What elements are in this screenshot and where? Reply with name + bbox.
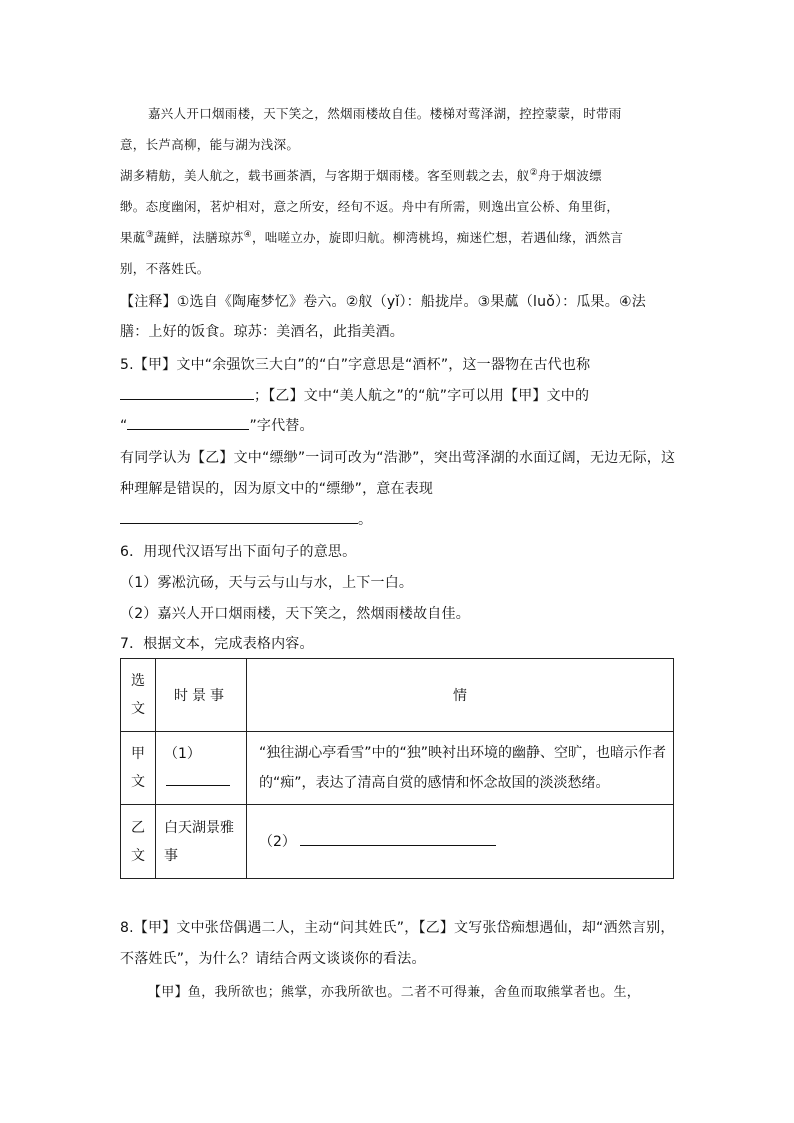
table-cell <box>156 659 247 732</box>
notes-text: 【注释】①选自《陶庵梦忆》卷六。②舣（yǐ）：船拢岸。③果蓏（luǒ）：瓜果。④法 <box>120 294 646 310</box>
passage-text: 别，不落姓氏。 <box>120 261 210 276</box>
answer-blank[interactable] <box>120 385 254 400</box>
question-text: 7．根据文本，完成表格内容。 <box>120 636 314 652</box>
passage-text: 果蓏 <box>120 230 146 245</box>
passage-text: 缈。态度幽闲，茗炉相对，意之所安，经旬不返。舟中有所需，则逸出宣公桥、角里街， <box>120 199 620 214</box>
cell-text: 甲 <box>131 746 145 762</box>
answer-blank[interactable] <box>127 415 249 430</box>
question-6-title <box>120 541 356 561</box>
question-5-line <box>120 478 433 498</box>
passage-line <box>120 166 602 184</box>
question-text: 不落姓氏”，为什么？请结合两文谈谈你的看法。 <box>120 951 426 967</box>
question-text: 6．用现代汉语写出下面句子的意思。 <box>120 544 357 560</box>
cell-text: “独往湖心亭看雪”中的“独”映衬出环境的幽静、空旷，也暗示作者 <box>259 745 667 761</box>
passage-text: ，咄嗟立办，旋即归航。柳湾桃坞，痴迷伫想，若遇仙缘，洒然言 <box>251 230 624 245</box>
question-text: ”字代替。 <box>249 418 314 434</box>
passage-text: 蔬鲜，法膳琼苏 <box>153 230 244 245</box>
question-text: 5.【甲】文中“余强饮三大白”的“白”字意思是“酒杯”，这一器物在古代也称 <box>120 357 591 373</box>
passage-text: 意，长芦高柳，能与湖为浅深。 <box>120 137 300 152</box>
question-6-item <box>120 603 470 623</box>
question-5-line <box>120 385 589 405</box>
answer-blank[interactable] <box>166 771 230 786</box>
table-cell <box>121 659 156 732</box>
question-7-title <box>120 633 314 653</box>
passage-line <box>120 259 210 277</box>
cell-text: （1） <box>164 746 201 762</box>
cell-text: 文 <box>131 701 145 717</box>
question-text: 有同学认为【乙】文中“缥缈”一词可改为“浩渺”，突出莺泽湖的水面辽阔，无边无际，这 <box>120 450 676 466</box>
answer-table <box>120 658 674 879</box>
notes-text: 膳：上好的饭食。琼苏：美酒名，此指美酒。 <box>120 324 404 340</box>
cell-text: 时景事 <box>174 688 228 704</box>
question-text: 种理解是错误的，因为原文中的“缥缈”，意在表现 <box>120 481 434 497</box>
table-row <box>121 732 674 805</box>
passage-line <box>148 104 622 122</box>
passage-text: 湖多精舫，美人航之，载书画茶酒，与客期于烟雨楼。客至则载之去，舣 <box>120 168 530 183</box>
cell-text: 文 <box>131 774 145 790</box>
cell-text: 乙 <box>131 819 145 836</box>
question-5-line <box>120 447 675 467</box>
question-8-line <box>120 917 675 937</box>
question-5-line <box>120 354 590 374</box>
table-cell <box>247 805 674 879</box>
table-cell <box>121 805 156 879</box>
answer-blank[interactable] <box>120 509 358 524</box>
footnote-marker: ④ <box>243 229 252 240</box>
question-text: （1）雾凇沆砀，天与云与山与水，上下一白。 <box>120 575 414 591</box>
question-text: （2）嘉兴人开口烟雨楼，天下笑之，然烟雨楼故自佳。 <box>120 606 470 622</box>
table-header-row <box>121 659 674 732</box>
question-8-line <box>120 948 426 968</box>
cell-text: 白天湖景雅 <box>164 819 234 836</box>
passage-text: 嘉兴人开口烟雨楼，天下笑之，然烟雨楼故自佳。楼梯对莺泽湖，控控蒙蒙，时带雨 <box>148 106 622 121</box>
cell-text: 的“痴”，表达了清高自赏的感情和怀念故国的淡淡愁绪。 <box>259 775 610 791</box>
table-row <box>121 805 674 879</box>
question-5-line <box>120 509 372 529</box>
question-6-item <box>120 572 413 592</box>
table-cell <box>247 732 674 805</box>
cell-text: 情 <box>453 688 467 704</box>
cell-text: 事 <box>164 847 178 864</box>
question-text: ；【乙】文中“美人航之”的“航”字可以用【甲】文中的 <box>254 388 590 404</box>
table-cell <box>247 659 674 732</box>
question-text: “ <box>120 418 128 434</box>
table-cell <box>156 805 247 879</box>
cell-text: （2） <box>259 833 296 850</box>
notes-line <box>120 321 404 341</box>
cell-text: 文 <box>131 847 145 864</box>
question-text: 。 <box>358 512 373 528</box>
passage-line <box>120 135 299 153</box>
passage-text: 舟于烟波缥 <box>537 168 602 183</box>
answer-blank[interactable] <box>300 831 496 846</box>
question-text: 8.【甲】文中张岱偶遇二人，主动“问其姓氏”，【乙】文写张岱痴想遇仙，却“洒然言别， <box>120 920 675 936</box>
footnote-marker: ② <box>529 167 538 178</box>
notes-line <box>120 291 646 311</box>
passage-line <box>120 228 623 246</box>
passage-text: 【甲】鱼，我所欲也；熊掌，亦我所欲也。二者不可得兼，舍鱼而取熊掌者也。生， <box>148 985 641 1000</box>
passage-line <box>148 981 640 1000</box>
question-5-line <box>120 415 314 435</box>
table-cell <box>156 732 247 805</box>
table-cell <box>121 732 156 805</box>
passage-line <box>120 197 619 215</box>
footnote-marker: ③ <box>145 229 154 240</box>
cell-text: 选 <box>131 673 145 689</box>
